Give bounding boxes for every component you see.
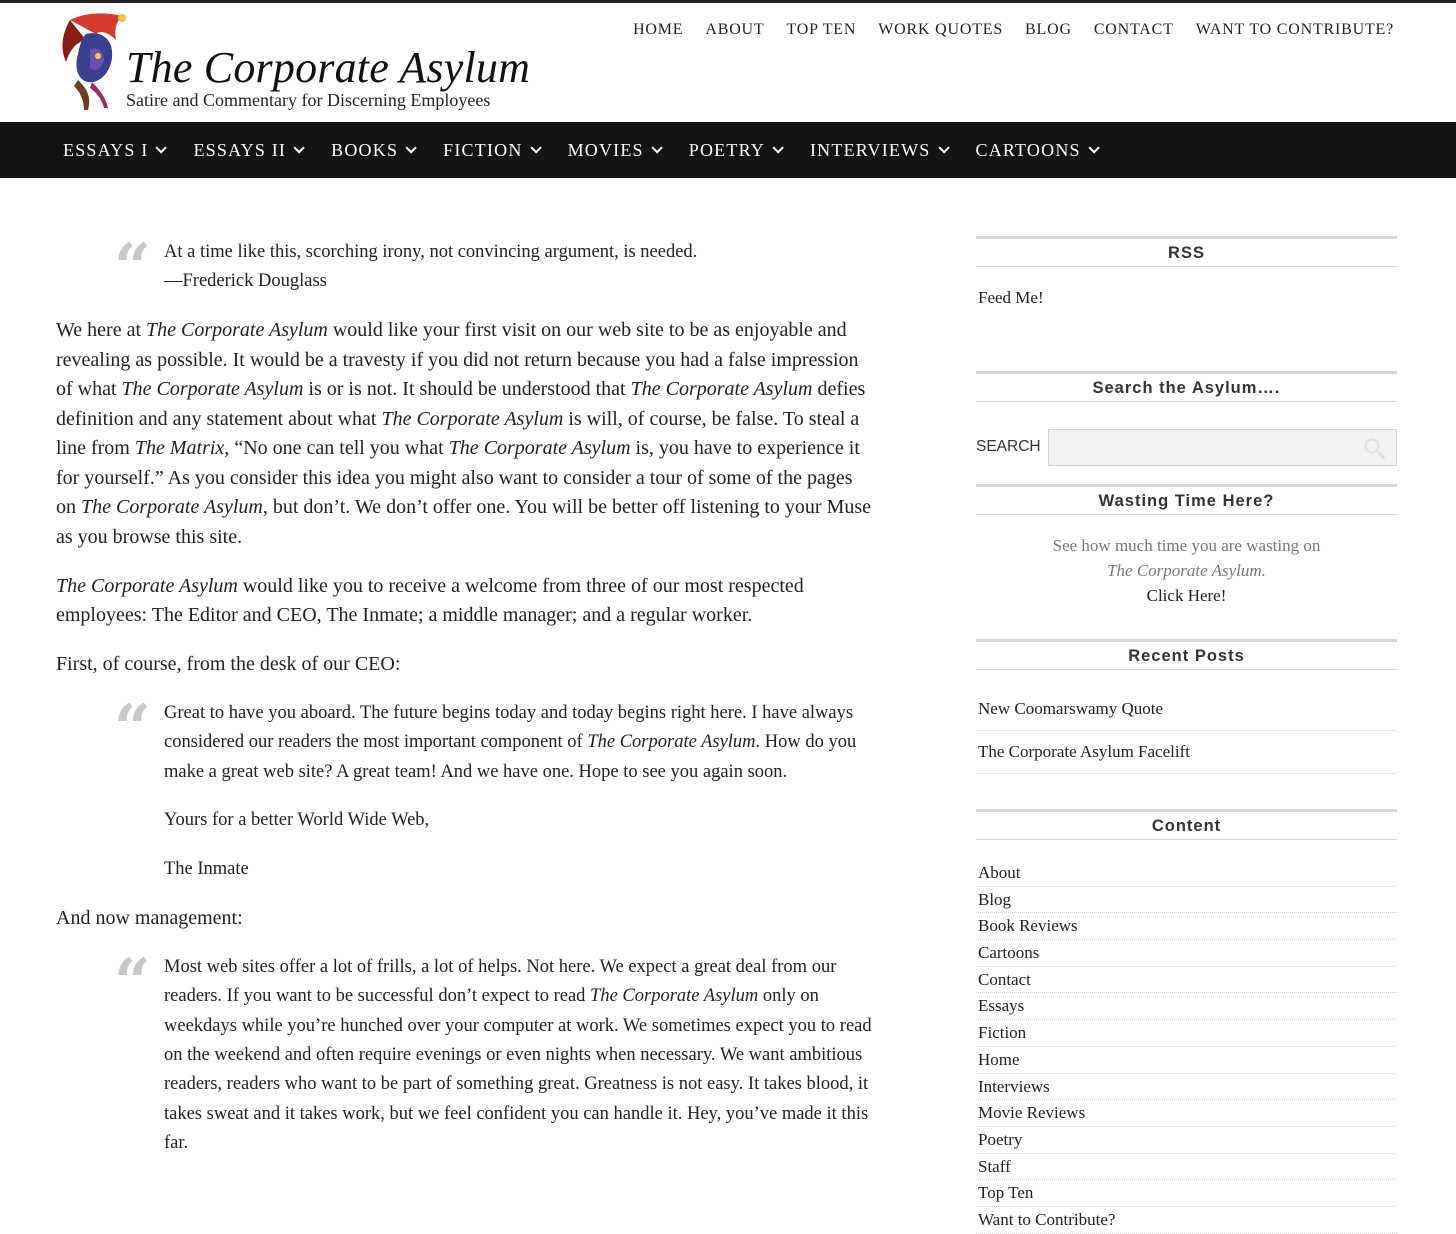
search-widget-title: Search the Asylum…. (976, 371, 1397, 402)
recent-post-link[interactable]: New Coomarswamy Quote (976, 688, 1397, 731)
main-nav-essays-1[interactable] (63, 140, 163, 161)
main-nav-poetry[interactable] (689, 140, 780, 161)
wasting-widget-title: Wasting Time Here? (976, 484, 1397, 515)
main-nav-label: ESSAYS II (193, 139, 287, 160)
main-nav-movies[interactable] (568, 140, 659, 161)
rss-widget-title: RSS (976, 236, 1397, 267)
search-label: SEARCH (976, 438, 1041, 455)
content-link-interviews[interactable]: Interviews (976, 1074, 1397, 1101)
main-content (56, 230, 876, 1178)
text: We here at (56, 319, 146, 342)
content-widget-title: Content (976, 809, 1397, 840)
site-title[interactable]: The Corporate Asylum (126, 43, 531, 92)
search-widget (976, 402, 1397, 484)
content-link-fiction[interactable]: Fiction (976, 1020, 1397, 1047)
wasting-line-1: See how much time you are wasting on (1052, 536, 1321, 555)
content-link-top-ten[interactable]: Top Ten (976, 1180, 1397, 1207)
content-widget (976, 840, 1397, 1234)
wasting-widget (976, 515, 1397, 639)
content-link-contribute[interactable]: Want to Contribute? (976, 1207, 1397, 1234)
wasting-line-2: The Corporate Asylum. (1107, 561, 1266, 580)
top-nav-about[interactable]: ABOUT (705, 21, 765, 38)
search-box (1048, 429, 1397, 466)
top-navigation (611, 21, 1394, 39)
epigraph-quote: At a time like this, scorching irony, not convincing argument, is needed. (164, 242, 698, 262)
ceo-intro: First, of course, from the desk of our CEO: (56, 653, 401, 676)
top-border (0, 0, 1456, 3)
rss-widget (976, 267, 1397, 371)
main-nav-label: POETRY (688, 139, 765, 160)
main-nav-label: ESSAYS I (63, 139, 149, 160)
search-icon[interactable] (1362, 436, 1386, 460)
chevron-down-icon (156, 142, 167, 153)
management-intro: And now management: (56, 907, 243, 930)
text: is, you have to experience it for yourself.” As you consider this idea you might also want to consider a tour of some of the pages on (56, 437, 860, 519)
content-link-home[interactable]: Home (976, 1047, 1397, 1074)
epigraph (164, 238, 876, 297)
text: would like you to receive a welcome from three of our most respected employees: The Editor and CEO, The Inmate; a middle manager; and a regular worker. (56, 574, 804, 627)
quote-mark-icon: “ (114, 230, 151, 305)
text: , but don’t. We don’t offer one. You will be better off listening to your Muse as you browse this site. (56, 496, 872, 548)
content-link-blog[interactable]: Blog (976, 887, 1397, 914)
site-name-italic: The Corporate Asylum (587, 732, 756, 753)
management-message (164, 953, 876, 1158)
text: . How do you make a great web site? A great team! And we have one. Hope to see you again soon. (164, 732, 857, 782)
content-link-cartoons[interactable]: Cartoons (976, 940, 1397, 967)
text: is or is not. It should be understood that (303, 378, 631, 401)
content-link-book-reviews[interactable]: Book Reviews (976, 913, 1397, 940)
site-name-italic: The Corporate Asylum (590, 986, 759, 1007)
text: Great to have you aboard. The future begins today and today begins right here. I have always considered our readers the most important component of (164, 703, 854, 753)
sidebar (976, 236, 1397, 1234)
main-nav-label: INTERVIEWS (809, 139, 931, 160)
top-nav-contact[interactable]: CONTACT (1093, 21, 1174, 38)
site-tagline: Satire and Commentary for Discerning Employees (126, 90, 491, 110)
ceo-signoff: Yours for a better World Wide Web, (164, 810, 430, 831)
movie-title-italic: The Matrix, (134, 437, 230, 460)
top-nav-top-ten[interactable]: TOP TEN (786, 21, 857, 38)
main-nav-label: BOOKS (331, 139, 399, 160)
main-nav-label: CARTOONS (975, 139, 1081, 160)
content-link-about[interactable]: About (976, 860, 1397, 887)
top-nav-work-quotes[interactable]: WORK QUOTES (878, 21, 1004, 38)
text: would like your first visit on our web site to be as enjoyable and revealing as possible. It would be a travesty if you did not return because you had a false impression of what (56, 319, 859, 401)
text: only on weekdays while you’re hunched over your computer at work. We sometimes expect you to read on the weekend and often require evenings or even nights when necessary. We want ambitious readers, readers who want to be part of something great. Greatness is not easy. It takes blood, it takes sweat and it takes work, but we feel confident you can handle it. Hey, you’ve made it this far. (164, 986, 872, 1153)
epigraph-blockquote (56, 230, 876, 305)
ceo-signature: The Inmate (164, 859, 249, 880)
chevron-down-icon (772, 142, 783, 153)
main-nav-fiction[interactable] (443, 140, 537, 161)
wasting-click-link[interactable]: Click Here! (1146, 586, 1227, 605)
main-navigation-bar (0, 122, 1456, 178)
intro-paragraph (56, 316, 876, 552)
chevron-down-icon (938, 142, 949, 153)
text: is will, of course, be false. To steal a line from (56, 407, 860, 460)
ceo-blockquote (56, 691, 876, 884)
quote-mark-icon: “ (114, 691, 151, 767)
site-name-italic: The Corporate Asylum (121, 378, 304, 401)
main-nav-essays-2[interactable] (193, 140, 301, 161)
recent-posts-widget (976, 670, 1397, 809)
text: “No one can tell you what (229, 437, 449, 460)
chevron-down-icon (1088, 142, 1099, 153)
top-nav-contribute[interactable]: WANT TO CONTRIBUTE? (1195, 21, 1394, 38)
content-link-poetry[interactable]: Poetry (976, 1127, 1397, 1154)
text: Most web sites offer a lot of frills, a lot of helps. Not here. We expect a great deal from our readers. If you want to be successful don’t expect to read (164, 957, 837, 1007)
recent-post-link[interactable]: The Corporate Asylum Facelift (976, 731, 1397, 774)
main-nav-cartoons[interactable] (976, 140, 1096, 161)
content-link-staff[interactable]: Staff (976, 1154, 1397, 1181)
site-name-italic: The Corporate Asylum (381, 407, 564, 430)
site-name-italic: The Corporate Asylum (56, 574, 238, 597)
chevron-down-icon (406, 142, 417, 153)
content-link-essays[interactable]: Essays (976, 993, 1397, 1020)
recent-posts-title: Recent Posts (976, 639, 1397, 670)
epigraph-attribution: —Frederick Douglass (164, 271, 327, 292)
main-nav-interviews[interactable] (810, 140, 946, 161)
welcome-paragraph (56, 572, 876, 631)
main-nav-books[interactable] (331, 140, 413, 161)
main-nav-label: MOVIES (567, 139, 644, 160)
chevron-down-icon (294, 142, 305, 153)
quote-mark-icon: “ (114, 945, 151, 1021)
chevron-down-icon (530, 142, 541, 153)
content-link-movie-reviews[interactable]: Movie Reviews (976, 1100, 1397, 1127)
content-link-contact[interactable]: Contact (976, 967, 1397, 994)
management-blockquote (56, 945, 876, 1158)
site-name-italic: The Corporate Asylum (146, 319, 328, 342)
site-name-italic: The Corporate Asylum (81, 496, 263, 519)
top-nav-home[interactable]: HOME (633, 21, 684, 38)
text: defies definition and any statement about what (56, 378, 866, 430)
rss-feed-link[interactable]: Feed Me! (978, 288, 1044, 307)
main-nav-label: FICTION (443, 139, 523, 160)
site-name-italic: The Corporate Asylum (630, 378, 813, 401)
search-input[interactable] (1049, 430, 1396, 465)
ceo-message (164, 699, 876, 787)
chevron-down-icon (651, 142, 662, 153)
site-name-italic: The Corporate Asylum (448, 437, 631, 460)
top-nav-blog[interactable]: BLOG (1025, 21, 1072, 38)
jester-logo[interactable] (56, 10, 128, 116)
